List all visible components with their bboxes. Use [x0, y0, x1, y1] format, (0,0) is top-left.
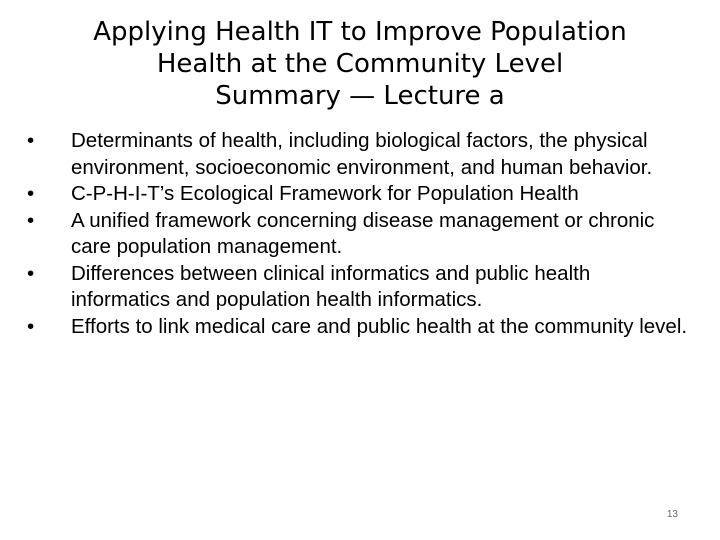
bullet-text: Differences between clinical informatics and public health informatics and population health informatics.	[71, 261, 591, 311]
bullet-item	[27, 314, 695, 341]
bullet-text: Determinants of health, including biological factors, the physical environment, socioeconomic environment, and human behavior.	[71, 129, 653, 179]
bullet-text: Efforts to link medical care and public health at the community level.	[71, 314, 688, 338]
bullet-item	[27, 128, 695, 181]
bullet-item	[27, 208, 695, 261]
bullet-list	[27, 128, 695, 340]
bullet-marker: •	[27, 261, 35, 285]
title-line: Health at the Community Level	[156, 49, 564, 79]
bullet-marker: •	[27, 182, 35, 205]
bullet-text: A unified framework concerning disease management or chronic care population management.	[71, 208, 655, 258]
title-line: Summary — Lecture a	[215, 81, 505, 111]
slide-title	[40, 16, 680, 112]
bullet-marker: •	[27, 129, 35, 152]
title-line: Applying Health IT to Improve Population	[93, 17, 627, 47]
page-number: 13	[666, 509, 678, 520]
bullet-text: C-P-H-I-T’s Ecological Framework for Population Health	[71, 182, 579, 205]
bullet-marker: •	[27, 208, 35, 232]
bullet-item	[27, 261, 695, 314]
bullet-marker: •	[27, 314, 35, 338]
bullet-item	[27, 181, 695, 208]
